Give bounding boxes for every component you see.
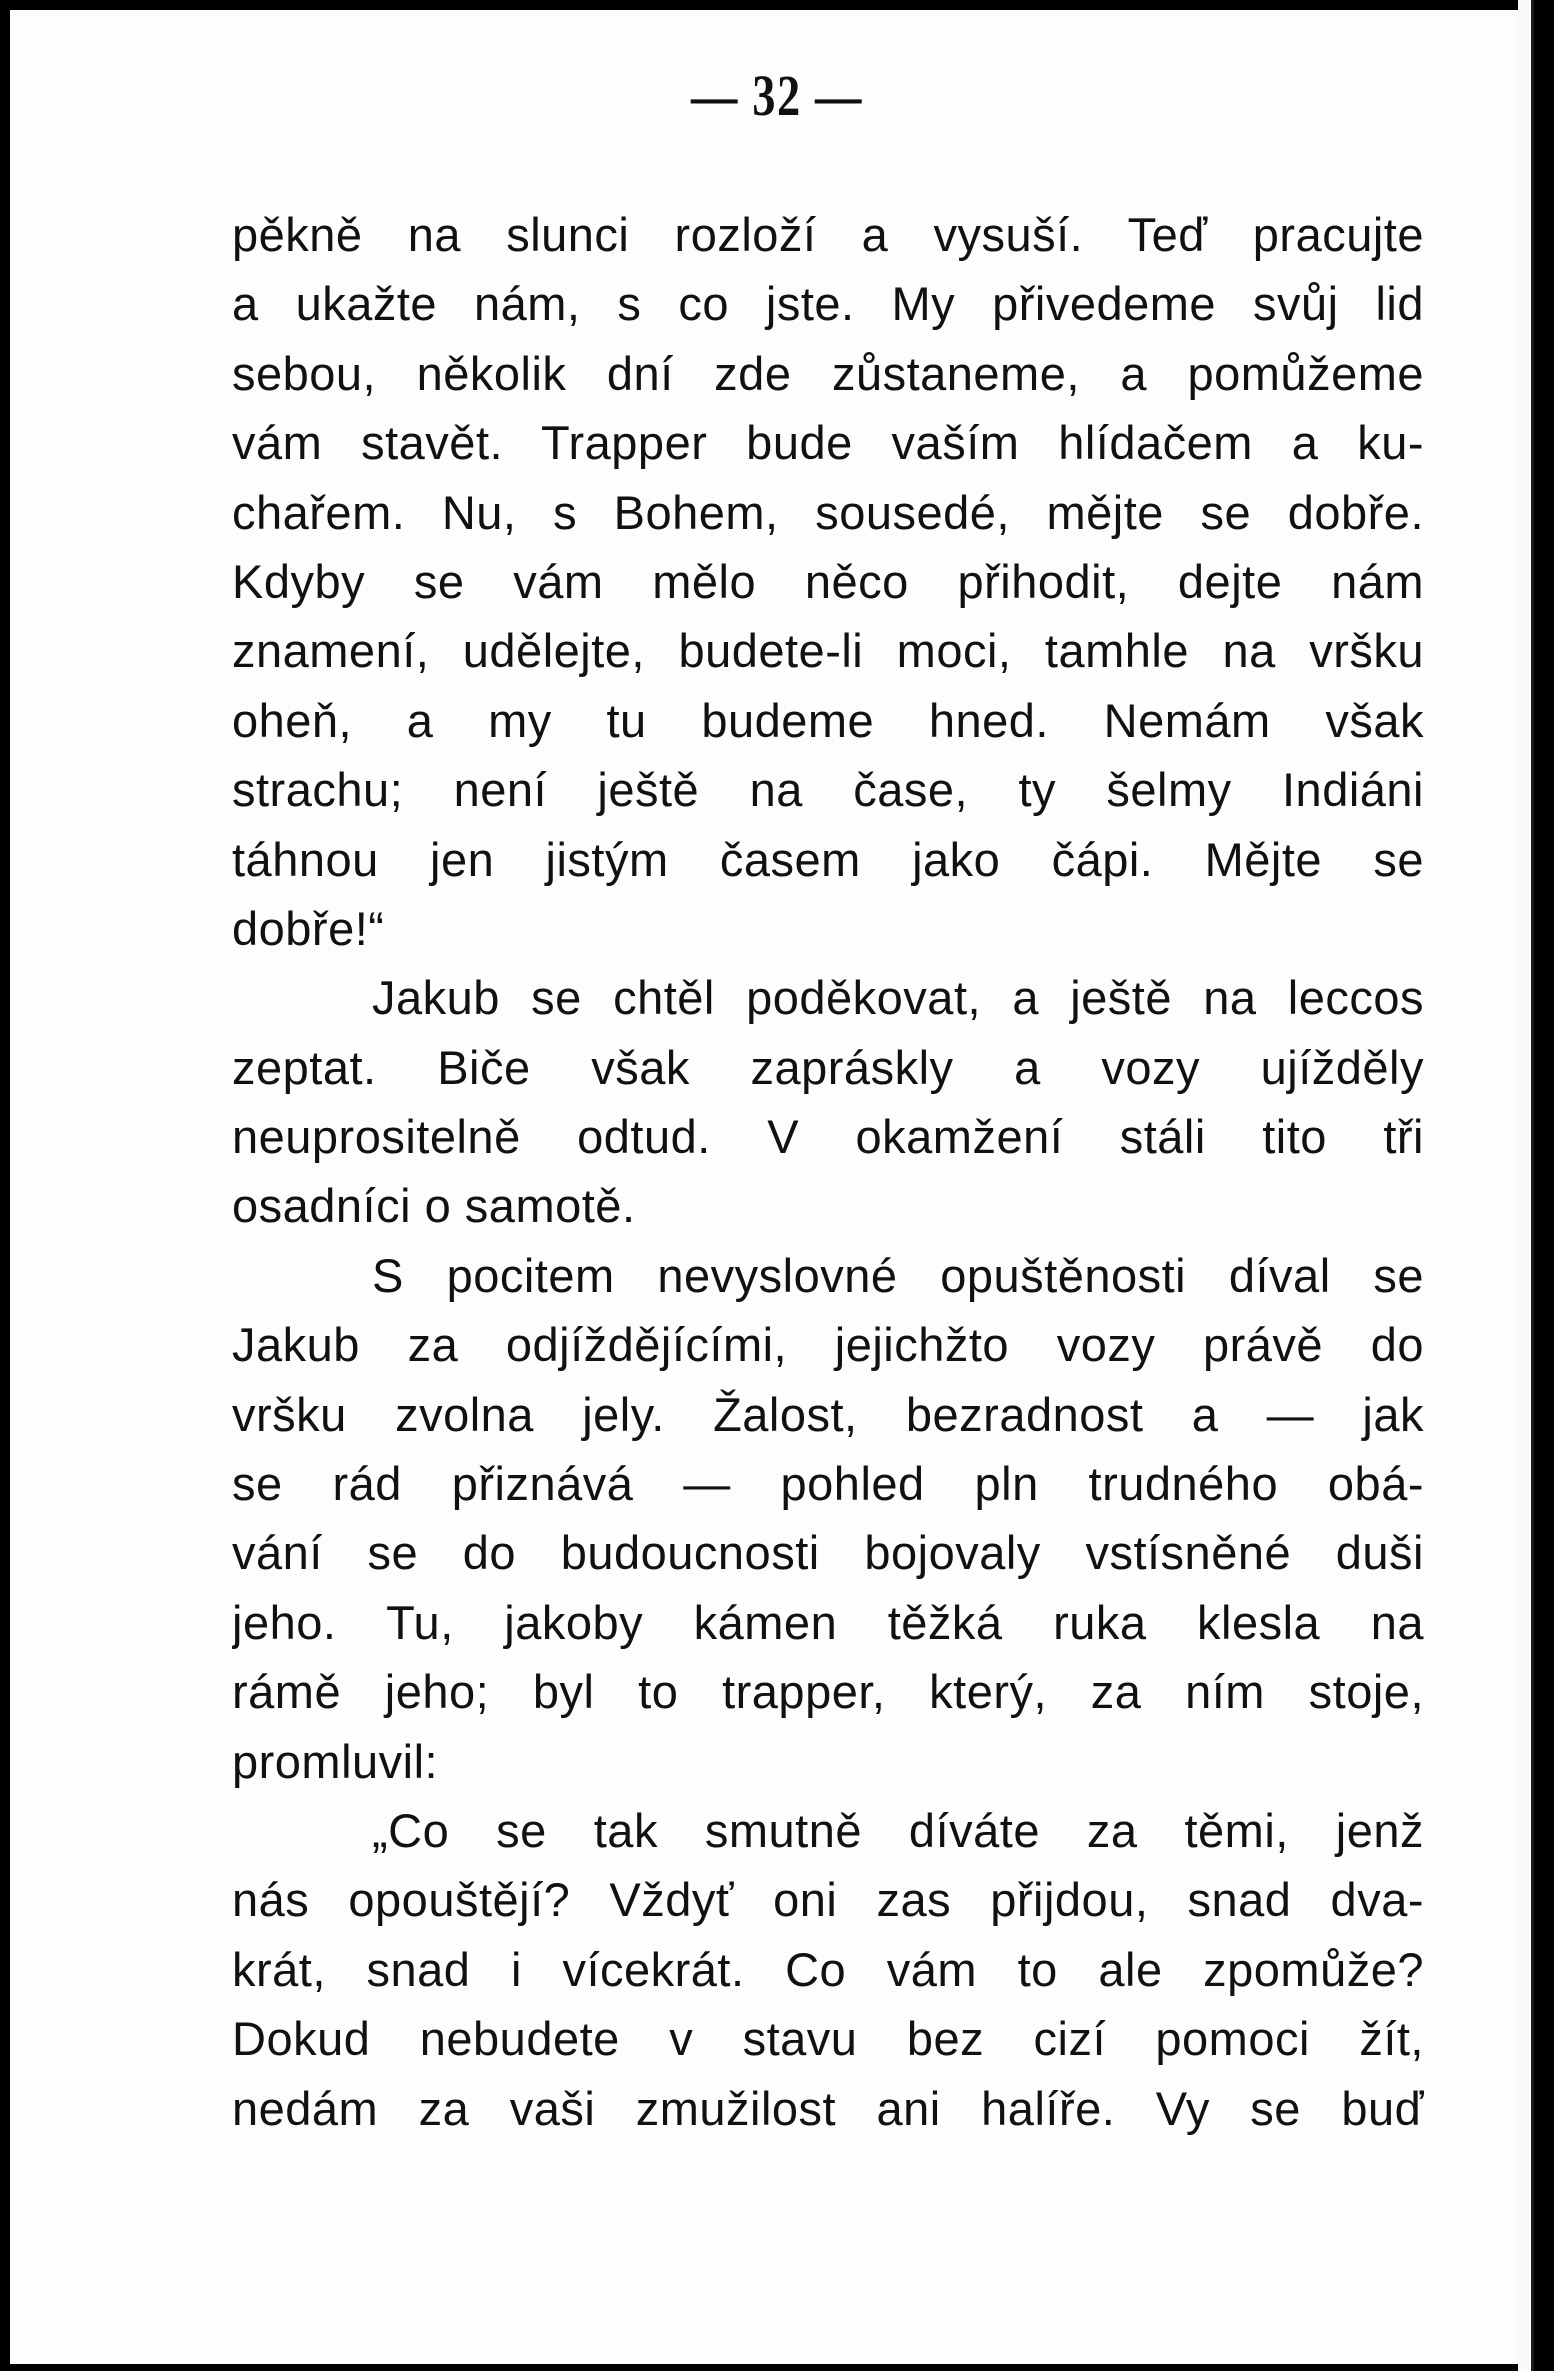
text-line: se rád přiznává — pohled pln trudného obá- xyxy=(232,1457,1424,1511)
text-line: Jakub za odjíždějícími, jejichžto vozy právě do xyxy=(232,1318,1424,1372)
page-edge-shadow xyxy=(1531,0,1534,2371)
text-line: S pocitem nevyslovné opuštěnosti díval se xyxy=(372,1248,1424,1302)
page-edge xyxy=(1518,0,1532,2371)
text-line: znamení, udělejte, budete-li moci, tamhle na vršku xyxy=(232,624,1424,678)
page-number: — 32 — xyxy=(691,63,863,128)
text-line: nedám za vaši zmužilost ani halíře. Vy se buď xyxy=(232,2081,1424,2135)
text-line: Kdyby se vám mělo něco přihodit, dejte nám xyxy=(232,554,1424,608)
text-line: Dokud nebudete v stavu bez cizí pomoci žít, xyxy=(232,2012,1424,2066)
text-line: dobře!“ xyxy=(232,901,385,955)
text-line: chařem. Nu, s Bohem, sousedé, mějte se dobře. xyxy=(232,485,1424,539)
text-line: Jakub se chtěl poděkovat, a ještě na leccos xyxy=(372,971,1424,1025)
text-line: vání se do budoucnosti bojovaly vstísněné duši xyxy=(232,1526,1424,1580)
text-line: krát, snad i vícekrát. Co vám to ale zpomůže? xyxy=(232,1942,1424,1996)
text-line: strachu; není ještě na čase, ty šelmy Indiáni xyxy=(232,763,1424,817)
text-line: vršku zvolna jely. Žalost, bezradnost a — jak xyxy=(232,1387,1424,1441)
text-line: promluvil: xyxy=(232,1734,439,1788)
text-line: nás opouštějí? Vždyť oni zas přijdou, snad dva- xyxy=(232,1873,1424,1927)
text-line: neuprositelně odtud. V okamžení stáli tito tři xyxy=(232,1110,1424,1164)
text-line: oheň, a my tu budeme hned. Nemám však xyxy=(232,693,1424,747)
text-line: sebou, několik dní zde zůstaneme, a pomůžeme xyxy=(232,346,1424,400)
text-line: rámě jeho; byl to trapper, který, za ním stoje, xyxy=(232,1665,1424,1719)
text-line: vám stavět. Trapper bude vaším hlídačem a ku- xyxy=(232,416,1424,470)
text-line: táhnou jen jistým časem jako čápi. Mějte se xyxy=(232,832,1424,886)
text-line: „Co se tak smutně díváte za těmi, jenž xyxy=(372,1803,1424,1857)
text-line: pěkně na slunci rozloží a vysuší. Teď pracujte xyxy=(232,208,1424,261)
text-line: a ukažte nám, s co jste. My přivedeme svůj lid xyxy=(232,277,1424,331)
text-line: zeptat. Biče však zapráskly a vozy ujížděly xyxy=(232,1040,1424,1094)
text-line: jeho. Tu, jakoby kámen těžká ruka klesla na xyxy=(232,1595,1424,1649)
text-line: osadníci o samotě. xyxy=(232,1179,636,1233)
body-text xyxy=(232,200,1424,2143)
